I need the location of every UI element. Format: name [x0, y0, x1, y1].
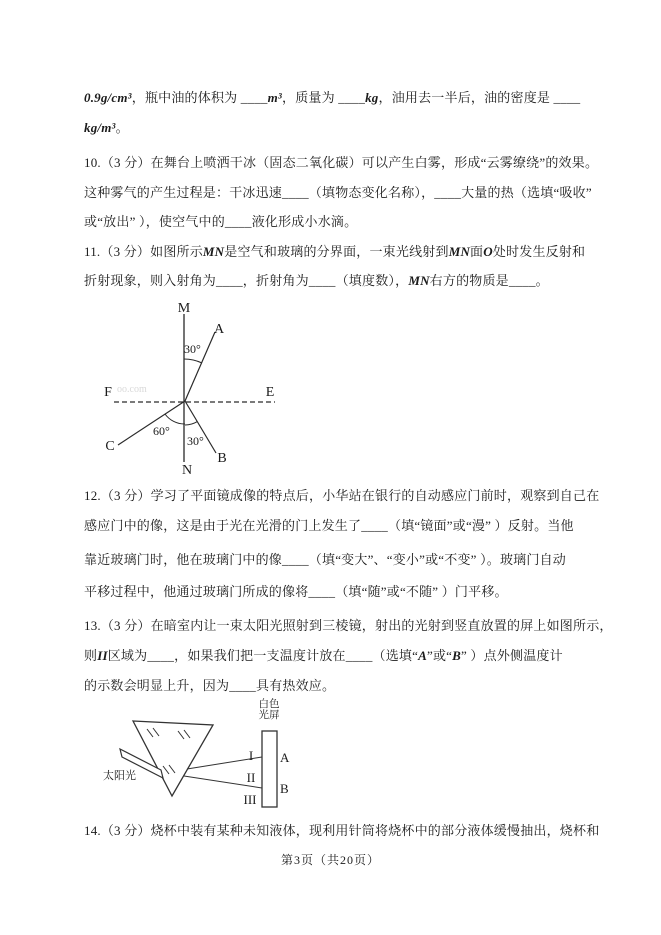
label-N: N [181, 463, 193, 478]
ray-diagram [95, 300, 285, 482]
q12-line-3: 靠近玻璃门时，他在玻璃门中的像____（填“变大”、“变小”或“不变” ）。玻璃门自动 [84, 552, 566, 567]
point-label-B: B [280, 781, 289, 796]
screen-label-line2: 光屏 [258, 710, 280, 721]
ray-C [118, 401, 185, 445]
region-label-III: III [243, 792, 257, 807]
white-screen [262, 731, 277, 807]
label-F: F [104, 385, 112, 400]
q10-line-3: 或“放出” ），使空气中的____液化形成小水滴。 [84, 214, 358, 229]
q12-line-1: 12.（3 分）学习了平面镜成像的特点后，小华站在银行的自动感应门前时，观察到自己在 [84, 488, 600, 503]
q13-line-3: 的示数会明显上升，因为____具有热效应。 [84, 678, 336, 693]
angle-arc-lower-left [165, 414, 185, 424]
prism-diagram [95, 698, 300, 823]
q11-line-2: 折射现象，则入射角为____，折射角为____（填度数），MN右方的物质是____。 [84, 273, 549, 288]
label-C: C [105, 439, 115, 454]
prism [133, 721, 213, 796]
angle-arc-top [184, 359, 202, 363]
region-label-I: I [248, 748, 254, 763]
screen-label-line1: 白色 [258, 699, 280, 710]
q11-line-1: 11.（3 分）如图所示MN是空气和玻璃的分界面，一束光线射到MN面O处时发生反射和 [84, 244, 586, 259]
watermark: oo.com [117, 384, 147, 395]
angle-label-lower-left: 60° [153, 424, 170, 438]
q12-line-4: 平移过程中，他通过玻璃门所成的像将____（填“随”或“不随” ）门平移。 [84, 584, 508, 599]
q13-line-2: 则II区域为____，如果我们把一支温度计放在____（选填“A”或“B” ）点外侧温度计 [84, 648, 563, 663]
label-M: M [177, 301, 191, 316]
point-label-A: A [280, 750, 290, 765]
region-label-II: II [246, 770, 256, 785]
label-B: B [217, 451, 227, 466]
angle-label-lower-right: 30° [187, 434, 204, 448]
page-number: 第3页（共20页） [280, 853, 380, 867]
angle-label-top: 30° [184, 342, 201, 356]
q13-line-1: 13.（3 分）在暗室内让一束太阳光照射到三棱镜，射出的光射到竖直放置的屏上如图所示， [84, 618, 613, 633]
q12-line-2: 感应门中的像，这是由于光在光滑的门上发生了____（填“镜面”或“漫” ）反射。当他 [84, 518, 574, 533]
q10-line-1: 10.（3 分）在舞台上喷洒干冰（固态二氧化碳）可以产生白雾，形成“云雾缭绕”的效果。 [84, 155, 599, 170]
label-A: A [213, 322, 225, 337]
angle-arc-lower-right [185, 422, 197, 425]
q14-line-1: 14.（3 分）烧杯中装有某种未知液体，现利用针筒将烧杯中的部分液体缓慢抽出，烧杯和 [84, 823, 600, 838]
q10-line-2: 这种雾气的产生过程是：干冰迅速____（填物态变化名称），____大量的热（选填“吸收” [84, 185, 592, 200]
intro-line-2: kg/m³。 [84, 120, 129, 135]
sunlight-label: 太阳光 [103, 770, 136, 782]
intro-line-1: 0.9g/cm³，瓶中油的体积为 ____m³，质量为 ____kg，油用去一半后，油的密度是 ____ [84, 90, 581, 105]
label-E: E [265, 385, 275, 400]
